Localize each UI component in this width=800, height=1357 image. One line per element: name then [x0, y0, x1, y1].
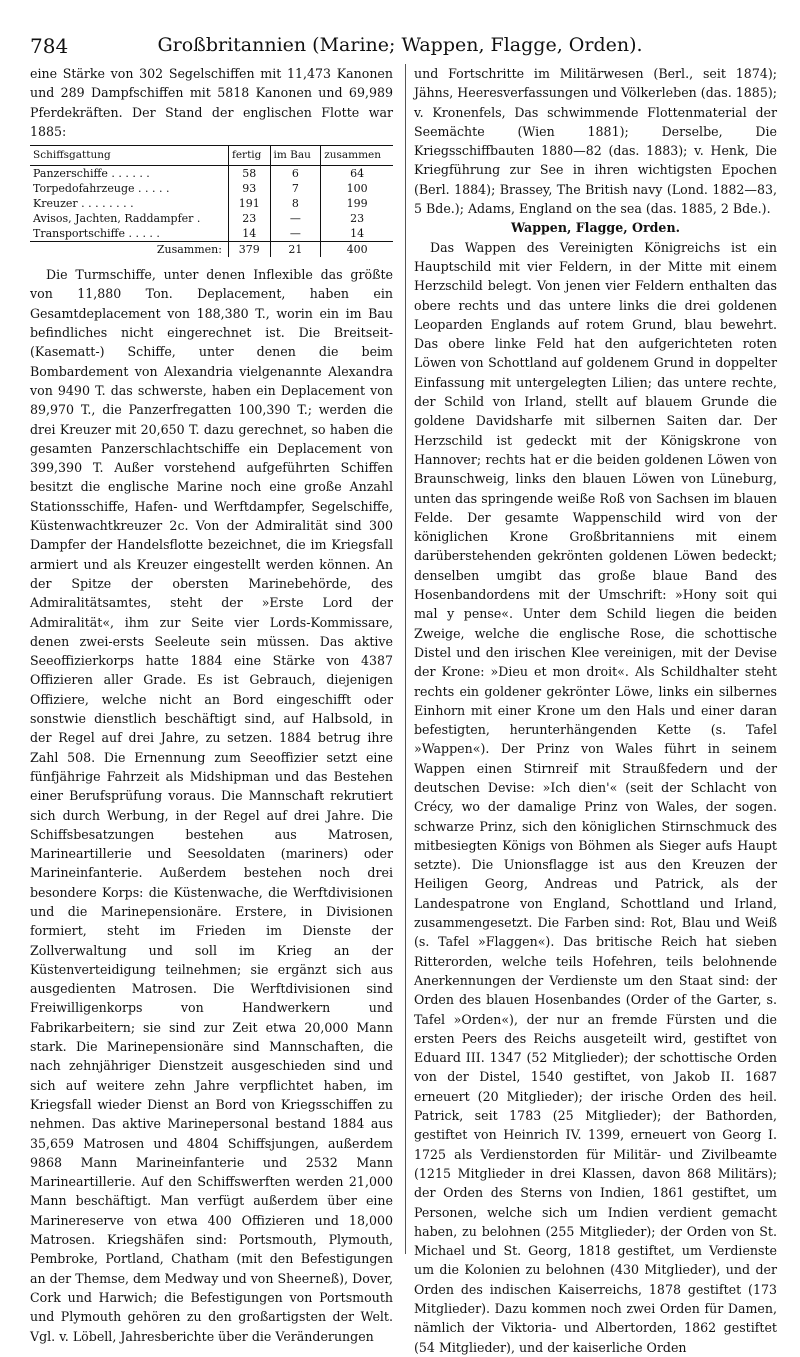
left-intro-paragraph: eine Stärke von 302 Segelschiffen mit 11,473 Kanonen und 289 Dampfschiffen mit 5818 Kanonen und 69,989 Pferdekräften. Der Stand der englischen Flotte war 1885: — [30, 66, 393, 139]
left-body-paragraph: Die Turmschiffe, unter denen Inflexible das größte von 11,880 Ton. Deplacement, haben ein Gesamtdeplacement von 188,380 T., worin ein im Bau befindliches nicht eingerechnet ist. Die Breitseit- (Kasematt-) Schiffe, unter denen die beim Bombardement von Alexandria vielgenannte Alexandra von 9490 T. das schwerste, haben ein Deplacement von 89,970 T., die Panzerfregatten 100,390 T.; werden die drei Kreuzer mit 20,650 T. dazu gerechnet, so haben die gesamten Panzerschlachtschiffe ein Deplacement von 399,390 T. Außer vorstehend aufgeführten Schiffen besitzt die englische Marine noch eine große Anzahl Stationsschiffe, Hafen- und Werftdampfer, Segelschiffe, Küstenwachtkreuzer 2c. Von der Admiralität sind 300 Dampfer der Handelsflotte bezeichnet, die im Kriegsfall armiert und als Kreuzer eingestellt werden können. An der Spitze der obersten Marinebehörde, des Admiralitätsamtes, steht der »Erste Lord der Admiralität«, ihm zur Seite vier Lords-Kommissare, denen zwei-ersts Seeleute sein müssen. Das aktive Seeoffizierkorps hatte 1884 eine Stärke von 4387 Offizieren aller Grade. Es ist Gebrauch, diejenigen Offiziere, welche nicht an Bord eingeschifft oder sonstwie dienstlich beschäftigt sind, auf Halbsold, in der Regel auf drei Jahre, zu setzen. 1884 betrug ihre Zahl 508. Die Ernennung zum Seeoffizier setzt eine fünfjährige Fahrzeit als Midshipman und das Bestehen einer Berufsprüfung voraus. Die Mannschaft rekrutiert sich durch Werbung, in der Regel auf drei Jahre. Die Schiffsbesatzungen bestehen aus Matrosen, Marineartillerie und Seesoldaten (mariners) oder Marineinfanterie. Außerdem bestehen noch drei besondere Korps: die Küstenwache, die Werftdivisionen und die Marinepensionäre. Erstere, in Divisionen formiert, steht im Frieden im Dienste der Zollverwaltung und soll im Krieg an der Küstenverteidigung teilnehmen; sie ergänzt sich aus ausgedienten Matrosen. Die Werftdivisionen sind Freiwilligenkorps von Handwerkern und Fabrikarbeitern; sie sind zur Zeit etwa 20,000 Mann stark. Die Marinepensionäre sind Mannschaften, die nach zehnjähriger Dienstzeit ausgeschieden sind und sich auf weitere zehn Jahre verpflichtet haben, im Kriegsfall wieder Dienst an Bord von Kriegsschiffen zu nehmen. Das aktive Marinepersonal bestand 1884 aus 35,659 Matrosen und 4804 Schiffsjungen, außerdem 9868 Mann Marineinfanterie und 2532 Mann Marineartillerie. Auf den Schiffswerften werden 21,000 Mann beschäftigt. Man verfügt außerdem über eine Marinereserve von etwa 400 Offizieren und 18,000 Matrosen. Kriegshäfen sind: Portsmouth, Plymouth, Pembroke, Portland, Chatham (mit den Befestigungen an der Themse, dem Medway und von Sheerneß), Dover, Cork und Harwich; die Befestigungen von Portsmouth und Plymouth gehören zu den großartigsten der Welt. Vgl. v. Löbell, Jahresberichte über die Veränderungen — [30, 267, 393, 1344]
column-divider — [405, 64, 406, 1254]
count-zusammen: 199 — [321, 196, 393, 211]
count-im-bau: — — [270, 211, 321, 226]
count-fertig: 58 — [228, 166, 270, 182]
count-zusammen: 23 — [321, 211, 393, 226]
table-row — [30, 211, 393, 226]
page-header — [30, 34, 770, 60]
ship-type: Avisos, Jachten, Raddampfer . — [33, 212, 201, 226]
count-im-bau: 8 — [270, 196, 321, 211]
fleet-table-header — [30, 146, 393, 166]
count-zusammen: 100 — [321, 181, 393, 196]
total-fertig: 379 — [228, 242, 270, 258]
col-header-im-bau: im Bau — [270, 146, 321, 166]
table-row — [30, 196, 393, 211]
count-fertig: 23 — [228, 211, 270, 226]
col-header-type: Schiffsgattung — [30, 146, 228, 166]
ship-type: Transportschiffe . . . . . — [33, 227, 160, 241]
ship-type: Kreuzer . . . . . . . . — [33, 197, 134, 211]
right-top-paragraph: und Fortschritte im Militärwesen (Berl., seit 1874); Jähns, Heeresverfassungen und Völkerleben (das. 1885); v. Kronenfels, Das schwimmende Flottenmaterial der Seemächte (Wien 1881); Derselbe, Die Kriegsschiffbauten 1880—82 (das. 1883); v. Henk, Die Kriegführung zur See in ihren wichtigsten Epochen (Berl. 1884); Brassey, The British navy (Lond. 1882—83, 5 Bde.); Adams, England on the sea (das. 1885, 2 Bde.). — [414, 66, 777, 217]
count-fertig: 93 — [228, 181, 270, 196]
count-im-bau: — — [270, 226, 321, 242]
total-im-bau: 21 — [270, 242, 321, 258]
col-header-fertig: fertig — [228, 146, 270, 166]
table-total-row — [30, 242, 393, 258]
count-zusammen: 64 — [321, 166, 393, 182]
ship-type: Torpedofahrzeuge . . . . . — [33, 182, 170, 196]
fleet-table — [30, 145, 393, 257]
count-im-bau: 7 — [270, 181, 321, 196]
left-column — [30, 64, 393, 1346]
table-row — [30, 166, 393, 182]
total-zusammen: 400 — [321, 242, 393, 258]
page-number: 784 — [30, 34, 69, 58]
table-row — [30, 226, 393, 242]
ship-type: Panzerschiffe . . . . . . — [33, 167, 150, 181]
count-zusammen: 14 — [321, 226, 393, 242]
total-label: Zusammen: — [30, 242, 228, 258]
right-column — [414, 64, 777, 1357]
section-heading: Wappen, Flagge, Orden. — [510, 220, 680, 236]
count-fertig: 14 — [228, 226, 270, 242]
table-row — [30, 181, 393, 196]
count-fertig: 191 — [228, 196, 270, 211]
count-im-bau: 6 — [270, 166, 321, 182]
col-header-zusammen: zusammen — [321, 146, 393, 166]
running-title: Großbritannien (Marine; Wappen, Flagge, Orden). — [157, 34, 643, 56]
right-body-paragraph: Das Wappen des Vereinigten Königreichs ist ein Hauptschild mit vier Feldern, in der Mitte mit einem Herzschild belegt. Von jenen vier Feldern enthalten das obere rechts und das untere links die drei goldenen Leoparden Englands auf rotem Grund, blau bewehrt. Das obere linke Feld hat den aufgerichteten roten Löwen von Schottland auf goldenem Grund in doppelter Einfassung mit untergelegten Lilien; das untere rechte, der Schild von Irland, stellt auf blauem Grunde die goldene Davidsharfe mit silbernen Saiten dar. Der Herzschild ist gedeckt mit der Königskrone von Hannover; rechts hat er die beiden goldenen Löwen von Braunschweig, links den blauen Löwen von Lüneburg, unten das springende weiße Roß von Sachsen im blauen Felde. Der gesamte Wappenschild wird von der königlichen Krone Großbritanniens mit einem darüberstehenden gekrönten goldenen Löwen bedeckt; denselben umgibt das große blaue Band des Hosenbandordens mit der Umschrift: »Hony soit qui mal y pense«. Unter dem Schild liegen die beiden Zweige, welche die englische Rose, die schottische Distel und den irischen Klee vereinigen, mit der Devise der Krone: »Dieu et mon droit«. Als Schildhalter steht rechts ein goldener gekrönter Löwe, links ein silbernes Einhorn mit einer Krone um den Hals und einer daran befestigten, herunterhängenden Kette (s. Tafel »Wappen«). Der Prinz von Wales führt in seinem Wappen einen Stirnreif mit Straußfedern und der deutschen Devise: »Ich dien'« (seit der Schlacht von Crécy, wo der damalige Prinz von Wales, der sogen. schwarze Prinz, sich den königlichen Stirnschmuck des mitbesiegten Königs von Böhmen als Sieger aufs Haupt setzte). Die Unionsflagge ist aus den Kreuzen der Heiligen Georg, Andreas und Patrick, als der Landespatrone von England, Schottland und Irland, zusammengesetzt. Die Farben sind: Rot, Blau und Weiß (s. Tafel »Flaggen«). Das britische Reich hat sieben Ritterorden, welche teils Hofehren, teils belohnende Anerkennungen der Verdienste um den Staat sind: der Orden des blauen Hosenbandes (Order of the Garter, s. Tafel »Orden«), der nur an fremde Fürsten und die ersten Peers des Reichs ausgeteilt wird, gestiftet von Eduard III. 1347 (52 Mitglieder); der schottische Orden von der Distel, 1540 gestiftet, von Jakob II. 1687 erneuert (20 Mitglieder); der irische Orden des heil. Patrick, seit 1783 (25 Mitglieder); der Bathorden, gestiftet von Heinrich IV. 1399, erneuert von Georg I. 1725 als Verdienstorden für Militär- und Zivilbeamte (1215 Mitglieder in drei Klassen, davon 868 Militärs); der Orden des Sterns von Indien, 1861 gestiftet, um Personen, welche sich um Indien verdient gemacht haben, zu belohnen (255 Mitglieder); der Orden von St. Michael und St. Georg, 1818 gestiftet, um Verdienste um die Kolonien zu belohnen (430 Mitglieder), und der Orden des indischen Kaiserreichs, 1878 gestiftet (173 Mitglieder). Dazu kommen noch zwei Orden für Damen, nämlich der Viktoria- und Albertorden, 1862 gestiftet (54 Mitglieder), und der kaiserliche Orden — [414, 239, 777, 1355]
